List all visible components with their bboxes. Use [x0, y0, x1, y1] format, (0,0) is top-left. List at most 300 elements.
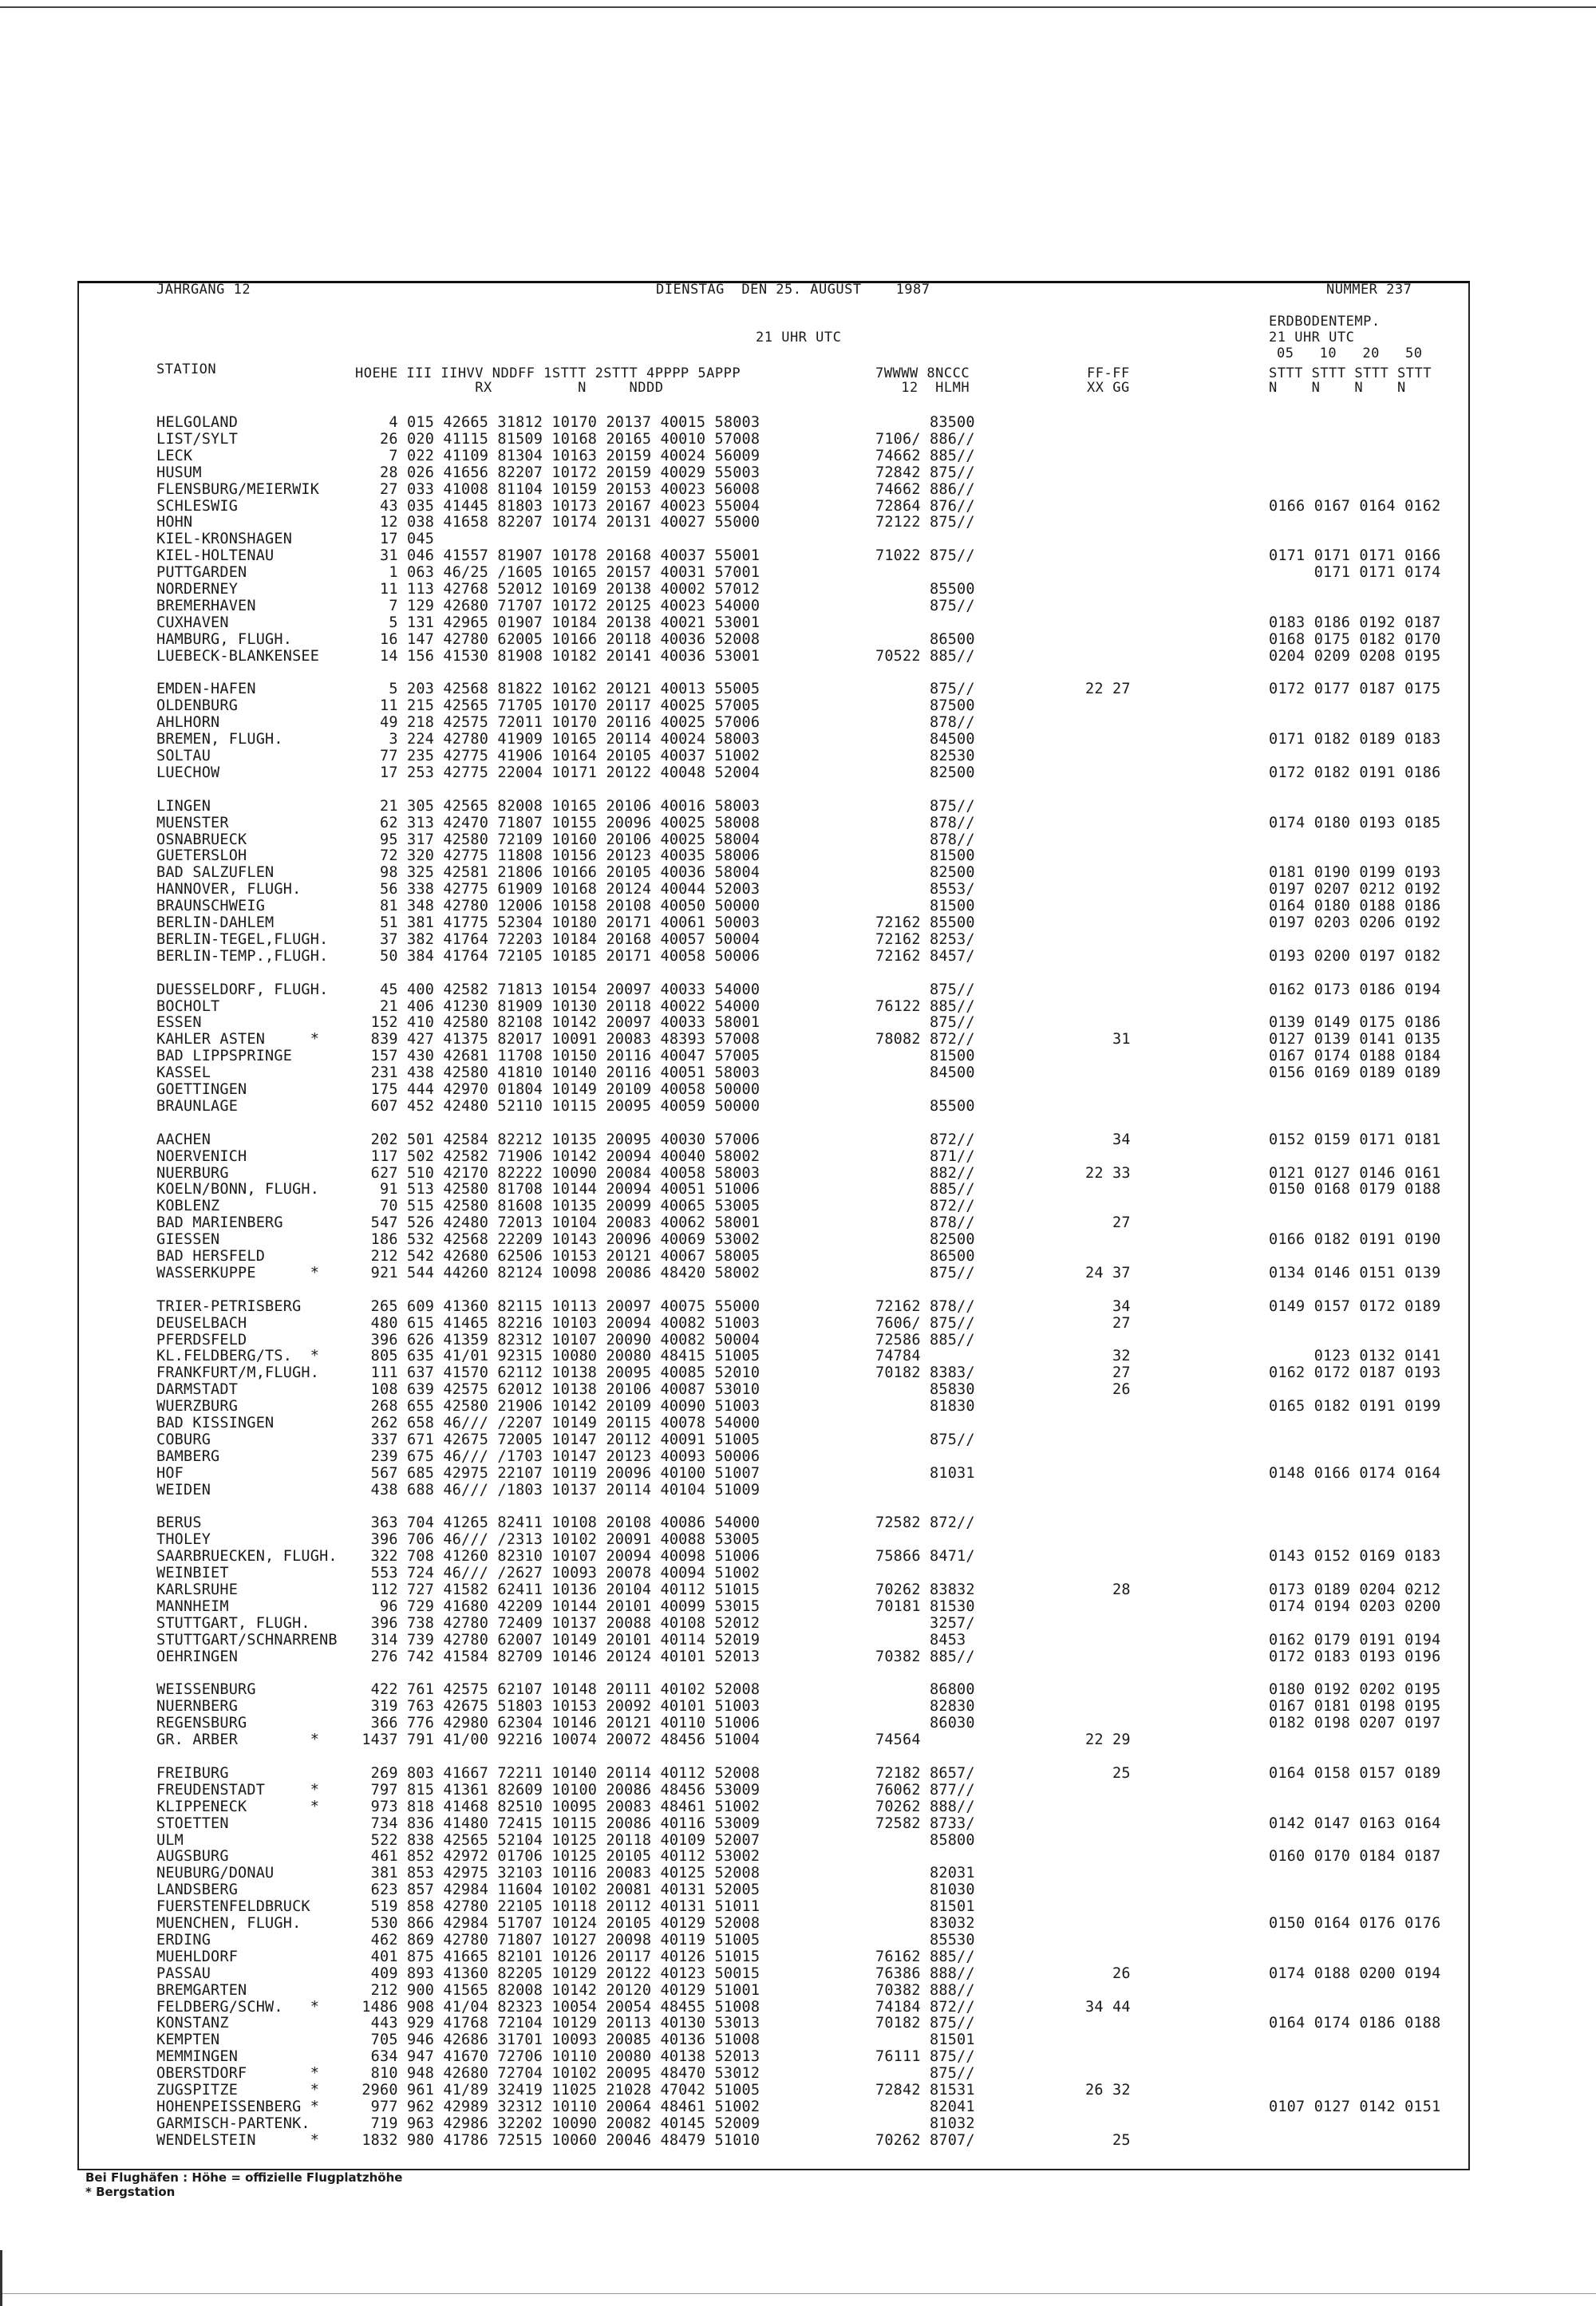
weather-groups: 875// [875, 681, 975, 698]
synop-values: 396 706 46/// /2313 10102 20091 40088 53005 [353, 1531, 760, 1549]
weather-groups: 86500 [875, 1248, 975, 1265]
station-name: OEHRINGEN [156, 1648, 239, 1665]
station-row [0, 1799, 1596, 1814]
station-row [0, 631, 1596, 647]
weather-groups: 72582 872// [875, 1514, 975, 1532]
wind-gusts: 24 37 [1085, 1264, 1131, 1281]
station-name: HAMBURG, FLUGH. [156, 630, 293, 648]
station-row [0, 1081, 1596, 1097]
synop-values: 1437 791 41/00 92216 10074 20072 48456 51004 [353, 1731, 760, 1749]
weather-groups: 75866 8471/ [875, 1548, 975, 1566]
soil-temperatures: 0168 0175 0182 0170 [1269, 630, 1441, 648]
station-name: OLDENBURG [156, 697, 239, 715]
synop-values: 627 510 42170 82222 10090 20084 40058 58003 [353, 1164, 760, 1182]
soil-temperatures: 0182 0198 0207 0197 [1269, 1715, 1441, 1732]
weather-columns-subheader: 12 HLMH [875, 380, 970, 396]
station-row [0, 815, 1596, 831]
station-row [0, 1332, 1596, 1348]
wind-gusts: 27 [1085, 1214, 1131, 1232]
station-row [0, 564, 1596, 580]
synop-values: 117 502 42582 71906 10142 20094 40040 58002 [353, 1147, 760, 1165]
wind-gusts: 26 [1085, 1964, 1131, 1982]
station-name: BRAUNLAGE [156, 1097, 239, 1115]
station-name: WUERZBURG [156, 1398, 239, 1416]
station-name: BREMGARTEN [156, 1981, 247, 1999]
station-row [0, 798, 1596, 814]
observation-time: 21 UHR UTC [756, 330, 842, 346]
weather-groups: 72864 876// [875, 497, 975, 515]
station-name: FREIBURG [156, 1764, 229, 1782]
weather-groups: 72586 885// [875, 1331, 975, 1348]
station-name: BRAUNSCHWEIG [156, 898, 266, 915]
wind-gusts: 25 [1085, 2131, 1131, 2149]
synop-values: 98 325 42581 21806 10166 20105 40036 58004 [353, 864, 760, 882]
station-name: BREMEN, FLUGH. [156, 731, 283, 748]
synop-values: 322 708 41260 82310 10107 20094 40098 51006 [353, 1548, 760, 1566]
soil-temperatures: 0152 0159 0171 0181 [1269, 1131, 1441, 1148]
soil-columns-header: STTT STTT STTT STTT [1269, 365, 1432, 381]
station-name: BERLIN-TEMP.,FLUGH. [156, 947, 329, 965]
synop-values: 314 739 42780 62007 10149 20101 40114 52019 [353, 1631, 760, 1649]
synop-values: 734 836 41480 72415 10115 20086 40116 53009 [353, 1814, 760, 1832]
soil-temperatures: 0160 0170 0184 0187 [1269, 1848, 1441, 1866]
station-row [0, 1581, 1596, 1597]
station-name: ULM [156, 1831, 184, 1849]
soil-temperatures: 0166 0167 0164 0162 [1269, 497, 1441, 515]
station-row [0, 981, 1596, 997]
synop-values: 108 639 42575 62012 10138 20106 40087 53010 [353, 1381, 760, 1399]
station-row [0, 1482, 1596, 1498]
station-row [0, 998, 1596, 1014]
weather-groups: 70262 888// [875, 1798, 975, 1815]
weather-groups: 82500 [875, 864, 975, 882]
soil-temperatures: 0181 0190 0199 0193 [1269, 864, 1441, 882]
synop-values: 77 235 42775 41906 10164 20105 40037 51002 [353, 748, 760, 764]
wind-gusts: 28 [1085, 1581, 1131, 1598]
station-name: STUTTGART/SCHNARRENB [156, 1631, 338, 1649]
weather-groups: 86800 [875, 1681, 975, 1699]
station-row [0, 831, 1596, 847]
weather-groups: 82031 [875, 1865, 975, 1882]
station-name: BAD HERSFELD [156, 1248, 266, 1265]
station-name: BAMBERG [156, 1447, 220, 1465]
synop-values: 921 544 44260 82124 10098 20086 48420 58002 [353, 1264, 760, 1281]
synop-values: 805 635 41/01 92315 10080 20080 48415 51005 [353, 1348, 760, 1365]
soil-temperatures: 0204 0209 0208 0195 [1269, 647, 1441, 665]
weather-groups: 70262 83832 [875, 1581, 975, 1598]
soil-temperatures: 0164 0174 0186 0188 [1269, 2015, 1441, 2032]
synop-values: 973 818 41468 82510 10095 20083 48461 51002 [353, 1798, 760, 1815]
weather-groups: 875// [875, 1264, 975, 1281]
station-row [0, 1448, 1596, 1464]
weather-groups: 81500 [875, 1048, 975, 1065]
synop-values: 27 033 41008 81104 10159 20153 40023 56008 [353, 480, 760, 498]
station-row [0, 1131, 1596, 1147]
station-name: SAARBRUECKEN, FLUGH. [156, 1548, 338, 1566]
soil-temperatures: 0162 0172 0187 0193 [1269, 1364, 1441, 1382]
station-row [0, 1231, 1596, 1247]
weather-groups: 76386 888// [875, 1964, 975, 1982]
station-row [0, 1165, 1596, 1181]
weather-groups: 872// [875, 1198, 975, 1215]
volume-label: JAHRGANG 12 [156, 282, 251, 298]
synop-values: 45 400 42582 71813 10154 20097 40033 54000 [353, 981, 760, 998]
weather-groups: 878// [875, 831, 975, 848]
weather-groups: 70382 888// [875, 1981, 975, 1999]
station-name: COBURG [156, 1431, 211, 1448]
station-row [0, 697, 1596, 713]
station-name: PUTTGARDEN [156, 564, 247, 582]
station-row [0, 1765, 1596, 1781]
station-name: NUERBURG [156, 1164, 229, 1182]
soil-temperatures: 0121 0127 0146 0161 [1269, 1164, 1441, 1182]
synop-values: 705 946 42686 31701 10093 20085 40136 51008 [353, 2032, 760, 2049]
weather-groups: 875// [875, 2065, 975, 2083]
weather-groups: 83500 [875, 414, 975, 431]
station-row [0, 1031, 1596, 1047]
station-row [0, 1715, 1596, 1731]
wind-gusts: 26 32 [1085, 2082, 1131, 2099]
station-name: OBERSTDORF * [156, 2065, 320, 2083]
station-row [0, 1098, 1596, 1114]
synop-values: 96 729 41680 42209 10144 20101 40099 53015 [353, 1597, 760, 1615]
weather-groups: 81501 [875, 2032, 975, 2049]
station-row [0, 2099, 1596, 2114]
synop-values: 547 526 42480 72013 10104 20083 40062 58001 [353, 1214, 760, 1232]
station-row [0, 1932, 1596, 1948]
station-name: PFERDSFELD [156, 1331, 247, 1348]
soil-temperatures: 0180 0192 0202 0195 [1269, 1681, 1441, 1699]
station-name: DARMSTADT [156, 1381, 239, 1399]
station-row [0, 1315, 1596, 1331]
synop-values: 5 203 42568 81822 10162 20121 40013 55005 [353, 681, 760, 698]
station-row [0, 1632, 1596, 1648]
station-name: HELGOLAND [156, 414, 239, 431]
station-name: AACHEN [156, 1131, 211, 1148]
station-row [0, 2015, 1596, 2031]
synop-values: 21 406 41230 81909 10130 20118 40022 54000 [353, 997, 760, 1015]
station-row [0, 914, 1596, 930]
wind-gusts: 31 [1085, 1031, 1131, 1048]
station-name: MUENSTER [156, 814, 229, 831]
soil-temperatures: 0162 0173 0186 0194 [1269, 981, 1441, 998]
weather-groups: 85830 [875, 1381, 975, 1399]
station-name: BOCHOLT [156, 997, 220, 1015]
weather-groups: 8553/ [875, 881, 975, 898]
weather-groups: 72582 8733/ [875, 1814, 975, 1832]
station-name: MUEHLDORF [156, 1948, 239, 1965]
station-name: BAD MARIENBERG [156, 1214, 283, 1232]
weather-groups: 74784 [875, 1348, 921, 1365]
synop-values: 519 858 42780 22105 10118 20112 40131 51011 [353, 1898, 760, 1916]
synop-values: 461 852 42972 01706 10125 20105 40112 53002 [353, 1848, 760, 1866]
station-name: HOF [156, 1464, 184, 1482]
weather-groups: 85500 [875, 581, 975, 598]
weather-groups: 82530 [875, 748, 975, 764]
synop-values: 276 742 41584 82709 10146 20124 40101 52013 [353, 1648, 760, 1665]
synop-values: 50 384 41764 72105 10185 20171 40058 50006 [353, 947, 760, 965]
station-name: FREUDENSTADT * [156, 1781, 320, 1799]
synop-values: 14 156 41530 81908 10182 20141 40036 53001 [353, 647, 760, 665]
weather-groups: 7106/ 886// [875, 430, 975, 448]
synop-values: 16 147 42780 62005 10166 20118 40036 52008 [353, 630, 760, 648]
station-row [0, 898, 1596, 914]
weather-groups: 84500 [875, 731, 975, 748]
weather-groups: 70182 875// [875, 2015, 975, 2032]
synop-values: 231 438 42580 41810 10140 20116 40051 58003 [353, 1064, 760, 1082]
synop-values: 212 900 41565 82008 10142 20120 40129 51001 [353, 1981, 760, 1999]
soil-depths: 05 10 20 50 [1277, 346, 1423, 361]
station-name: KEMPTEN [156, 2032, 220, 2049]
synop-values: 366 776 42980 62304 10146 20121 40110 51006 [353, 1715, 760, 1732]
station-row [0, 1198, 1596, 1214]
weather-groups: 85800 [875, 1831, 975, 1849]
weather-groups: 875// [875, 981, 975, 998]
synop-values: 268 655 42580 21906 10142 20109 40090 51003 [353, 1398, 760, 1416]
wind-gusts: 34 [1085, 1297, 1131, 1315]
station-name: KONSTANZ [156, 2015, 229, 2032]
wind-gusts: 34 [1085, 1131, 1131, 1148]
synop-values: 623 857 42984 11604 10102 20081 40131 52005 [353, 1882, 760, 1899]
synop-values: 553 724 46/// /2627 10093 20078 40094 51002 [353, 1565, 760, 1582]
weather-groups: 74184 872// [875, 1998, 975, 2016]
soil-temperatures: 0183 0186 0192 0187 [1269, 614, 1441, 631]
station-row [0, 748, 1596, 764]
weather-groups: 875// [875, 1014, 975, 1032]
wind-gusts: 34 44 [1085, 1998, 1131, 2016]
synop-values: 111 637 41570 62112 10138 20095 40085 52010 [353, 1364, 760, 1382]
station-row [0, 547, 1596, 563]
weather-groups: 72182 8657/ [875, 1764, 975, 1782]
synop-values: 112 727 41582 62411 10136 20104 40112 51015 [353, 1581, 760, 1598]
station-row [0, 1348, 1596, 1364]
synop-values: 152 410 42580 82108 10142 20097 40033 58001 [353, 1014, 760, 1032]
wind-gust-subheader: XX GG [1087, 380, 1130, 396]
station-row [0, 1681, 1596, 1697]
station-name: BREMERHAVEN [156, 597, 256, 614]
weather-groups: 81501 [875, 1898, 975, 1916]
station-name: STUTTGART, FLUGH. [156, 1614, 310, 1632]
weather-groups: 85500 [875, 1097, 975, 1115]
soil-temperatures: 0156 0169 0189 0189 [1269, 1064, 1441, 1082]
soil-temperatures: 0167 0174 0188 0184 [1269, 1048, 1441, 1065]
weather-groups: 76122 885// [875, 997, 975, 1015]
station-row [0, 1248, 1596, 1264]
soil-temperatures: 0172 0177 0187 0175 [1269, 681, 1441, 698]
soil-temperatures: 0193 0200 0197 0182 [1269, 947, 1441, 965]
synop-values: 70 515 42580 81608 10135 20099 40065 53005 [353, 1198, 760, 1215]
synop-values: 1486 908 41/04 82323 10054 20054 48455 51008 [353, 1998, 760, 2016]
station-name: HUSUM [156, 464, 202, 481]
weather-groups: 72842 81531 [875, 2082, 975, 2099]
station-name: DUESSELDORF, FLUGH. [156, 981, 329, 998]
station-row [0, 514, 1596, 530]
weather-columns-header: 7WWWW 8NCCC [875, 365, 970, 381]
station-row [0, 1965, 1596, 1981]
station-name: FLENSBURG/MEIERWIK [156, 480, 320, 498]
weather-groups: 72162 878// [875, 1297, 975, 1315]
soil-temperatures: 0142 0147 0163 0164 [1269, 1814, 1441, 1832]
station-row [0, 1882, 1596, 1897]
station-row [0, 1148, 1596, 1164]
wind-gusts: 26 [1085, 1381, 1131, 1399]
synop-values: 3 224 42780 41909 10165 20114 40024 58003 [353, 731, 760, 748]
soil-temperatures: 0197 0203 0206 0192 [1269, 914, 1441, 931]
station-row [0, 1949, 1596, 1964]
wind-gust-header: FF-FF [1087, 365, 1130, 381]
soil-temperatures: 0162 0179 0191 0194 [1269, 1631, 1441, 1649]
weather-groups: 71022 875// [875, 547, 975, 565]
station-name: KOBLENZ [156, 1198, 220, 1215]
soil-temperatures: 0164 0180 0188 0186 [1269, 898, 1441, 915]
station-name: WASSERKUPPE * [156, 1264, 320, 1281]
synop-values: 31 046 41557 81907 10178 20168 40037 55001 [353, 547, 760, 565]
station-row [0, 464, 1596, 480]
station-row [0, 1048, 1596, 1064]
weather-groups: 84500 [875, 1064, 975, 1082]
synop-values: 522 838 42565 52104 10125 20118 40109 52007 [353, 1831, 760, 1849]
soil-temperatures: 0164 0158 0157 0189 [1269, 1764, 1441, 1782]
footnote-airports: Bei Flughäfen : Höhe = offizielle Flugplatzhöhe [85, 2170, 403, 2185]
soil-temperatures: 0174 0188 0200 0194 [1269, 1964, 1441, 1982]
station-name: FRANKFURT/M,FLUGH. [156, 1364, 320, 1382]
soil-temperatures: 0150 0164 0176 0176 [1269, 1915, 1441, 1932]
weather-groups: 82041 [875, 2098, 975, 2115]
station-name: EMDEN-HAFEN [156, 681, 256, 698]
station-row [0, 448, 1596, 464]
soil-temperatures: 0150 0168 0179 0188 [1269, 1181, 1441, 1198]
weather-groups: 81032 [875, 2114, 975, 2132]
weather-groups: 76062 877// [875, 1781, 975, 1799]
weather-groups: 76111 875// [875, 2048, 975, 2066]
synop-values: 1 063 46/25 /1605 10165 20157 40031 57001 [353, 564, 760, 582]
station-row [0, 1982, 1596, 1998]
station-name: LUEBECK-BLANKENSEE [156, 647, 320, 665]
weather-groups: 875// [875, 797, 975, 815]
synop-values: 7 022 41109 81304 10163 20159 40024 56009 [353, 447, 760, 464]
station-row [0, 414, 1596, 430]
weather-groups: 74662 885// [875, 447, 975, 464]
weather-groups: 81031 [875, 1464, 975, 1482]
weather-groups: 81500 [875, 847, 975, 865]
weather-groups: 72122 875// [875, 514, 975, 531]
soil-temperatures: 0134 0146 0151 0139 [1269, 1264, 1441, 1281]
main-columns-subheader: RX N NDDD [355, 380, 664, 396]
station-row [0, 1265, 1596, 1281]
station-name: FELDBERG/SCHW. * [156, 1998, 320, 2016]
weather-groups: 70522 885// [875, 647, 975, 665]
station-name: NOERVENICH [156, 1147, 247, 1165]
weather-groups: 885// [875, 1181, 975, 1198]
synop-values: 839 427 41375 82017 10091 20083 48393 57008 [353, 1031, 760, 1048]
synop-values: 91 513 42580 81708 10144 20094 40051 51006 [353, 1181, 760, 1198]
synop-values: 797 815 41361 82609 10100 20086 48456 53009 [353, 1781, 760, 1799]
station-name: WENDELSTEIN * [156, 2131, 320, 2149]
station-row [0, 1999, 1596, 2015]
station-row [0, 1698, 1596, 1714]
station-name: CUXHAVEN [156, 614, 229, 631]
station-row [0, 1782, 1596, 1798]
weather-groups: 3257/ [875, 1614, 975, 1632]
station-name: REGENSBURG [156, 1715, 247, 1732]
station-row [0, 731, 1596, 747]
station-row [0, 1214, 1596, 1230]
station-name: AUGSBURG [156, 1848, 229, 1866]
station-name: SCHLESWIG [156, 497, 239, 515]
station-name: FUERSTENFELDBRUCK [156, 1898, 310, 1916]
station-name: GIESSEN [156, 1231, 220, 1249]
station-header: STATION [156, 361, 217, 377]
station-row [0, 481, 1596, 497]
station-name: HOHENPEISSENBERG * [156, 2098, 320, 2115]
station-row [0, 498, 1596, 514]
station-row [0, 1649, 1596, 1664]
station-row [0, 1731, 1596, 1747]
weather-groups: 82500 [875, 764, 975, 781]
synop-values: 202 501 42584 82212 10135 20095 40030 57006 [353, 1131, 760, 1148]
station-name: HANNOVER, FLUGH. [156, 881, 302, 898]
soil-temperatures: 0171 0182 0189 0183 [1269, 731, 1441, 748]
station-name: KIEL-HOLTENAU [156, 547, 275, 565]
station-row [0, 1398, 1596, 1414]
station-row [0, 764, 1596, 780]
weather-groups: 72162 8457/ [875, 947, 975, 965]
soil-temperatures: 0143 0152 0169 0183 [1269, 1548, 1441, 1566]
weather-groups: 871// [875, 1147, 975, 1165]
station-row [0, 864, 1596, 880]
synop-values: 337 671 42675 72005 10147 20112 40091 51005 [353, 1431, 760, 1448]
synop-values: 530 866 42984 51707 10124 20105 40129 52008 [353, 1915, 760, 1932]
synop-values: 49 218 42575 72011 10170 20116 40025 57006 [353, 714, 760, 732]
synop-values: 212 542 42680 62506 10153 20121 40067 58005 [353, 1248, 760, 1265]
station-row [0, 1514, 1596, 1530]
weather-groups: 83032 [875, 1915, 975, 1932]
station-name: BAD SALZUFLEN [156, 864, 275, 882]
synop-values: 17 253 42775 22004 10171 20122 40048 52004 [353, 764, 760, 781]
synop-values: 81 348 42780 12006 10158 20108 40050 50000 [353, 898, 760, 915]
synop-values: 567 685 42975 22107 10119 20096 40100 51007 [353, 1464, 760, 1482]
soil-temperatures: 0149 0157 0172 0189 [1269, 1297, 1441, 1315]
station-name: KL.FELDBERG/TS. * [156, 1348, 320, 1365]
synop-values: 28 026 41656 82207 10172 20159 40029 55003 [353, 464, 760, 481]
soil-temperatures: 0167 0181 0198 0195 [1269, 1698, 1441, 1716]
station-row [0, 614, 1596, 630]
synop-values: 5 131 42965 01907 10184 20138 40021 53001 [353, 614, 760, 631]
date-label: DIENSTAG DEN 25. AUGUST 1987 [656, 282, 930, 298]
synop-values: 157 430 42681 11708 10150 20116 40047 57005 [353, 1048, 760, 1065]
station-row [0, 1364, 1596, 1380]
soil-temperatures: 0172 0182 0191 0186 [1269, 764, 1441, 781]
synop-values: 810 948 42680 72704 10102 20095 48470 53012 [353, 2065, 760, 2083]
station-name: HOHN [156, 514, 193, 531]
footnote-mountain-station: * Bergstation [85, 2185, 176, 2199]
station-name: ESSEN [156, 1014, 202, 1032]
soil-temperatures: 0139 0149 0175 0186 [1269, 1014, 1441, 1032]
station-row [0, 714, 1596, 730]
wind-gusts: 32 [1085, 1348, 1131, 1365]
wind-gusts: 25 [1085, 1764, 1131, 1782]
synop-values: 72 320 42775 11808 10156 20123 40035 58006 [353, 847, 760, 865]
station-row [0, 531, 1596, 547]
weather-groups: 86030 [875, 1715, 975, 1732]
wind-gusts: 22 29 [1085, 1731, 1131, 1749]
soil-temperatures: 0148 0166 0174 0164 [1269, 1464, 1441, 1482]
wind-gusts: 27 [1085, 1314, 1131, 1332]
station-name: MANNHEIM [156, 1597, 229, 1615]
soil-temperatures: 0197 0207 0212 0192 [1269, 881, 1441, 898]
station-name: LIST/SYLT [156, 430, 239, 448]
synop-values: 443 929 41768 72104 10129 20113 40130 53013 [353, 2015, 760, 2032]
